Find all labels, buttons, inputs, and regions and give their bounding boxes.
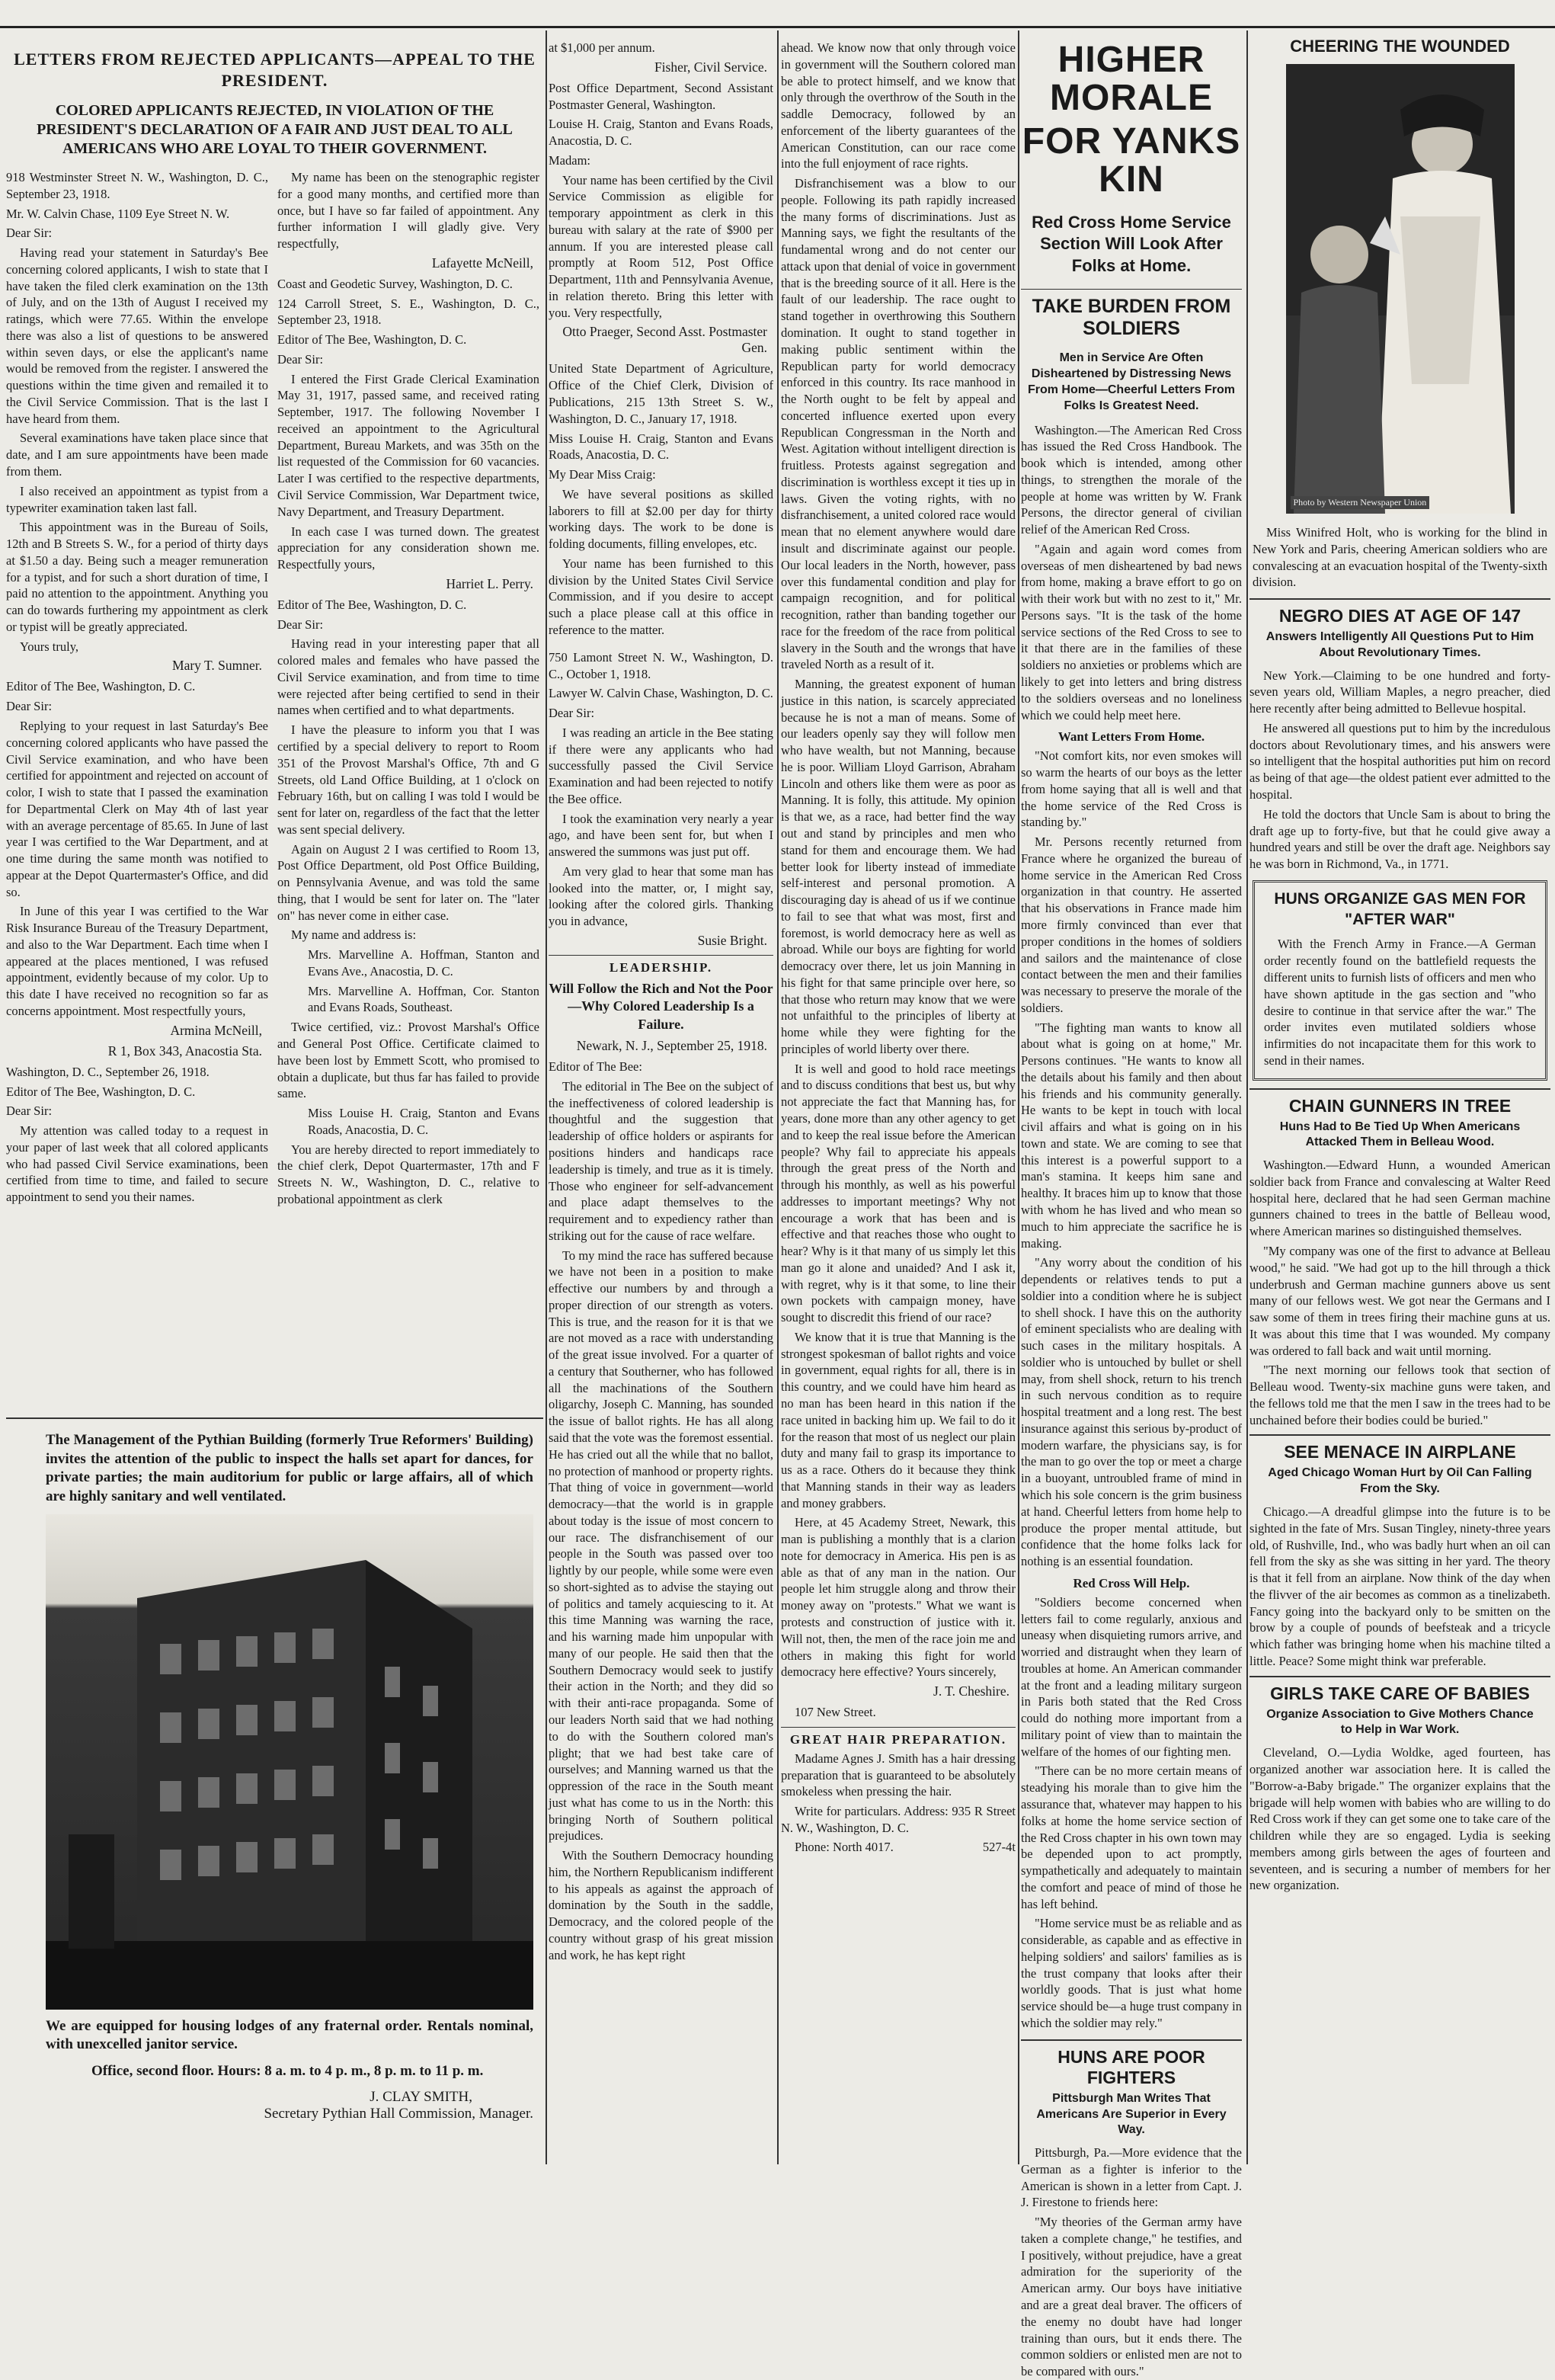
letter-paragraph: Several examinations have taken place since that date, and I am sure appointments have been made from them. bbox=[6, 431, 268, 479]
letter-recipient: Louise H. Craig, Stanton and Evans Roads, Anacostia, D. C. bbox=[549, 117, 773, 149]
huns-paragraph: "My theories of the German army have taken a complete change," he testifies, and I positively, without prejudice, have a great admiration for the superiority of the American army. Our boys have initiative and are a great deal braver. The officers of the enemy no doubt have had longer training than ours, but it ends there. The common soldiers or enlisted men are not to be compared with ours." bbox=[1021, 2215, 1242, 2379]
morale-headline: HIGHER MORALE bbox=[1050, 40, 1213, 119]
column-rule bbox=[1246, 30, 1248, 2164]
leadership-paragraph: To my mind the race has suffered because we have not been in a position to make effective our numbers by and through a proper direction of our strength as voters. This is true, and the reason for it is that we are not moved as a race with understanding of the great issue involved. For a quarter of a century that Southerner, who has followed all the machinations of the Southern oligarchy, Joseph C. Manning, has sounded the issue of ballot rights. He has all along said that the vote was the foremost essential. He has cried out all the while that no ballot, no protection of manhood or property rights. That thing of voice in government—world democracy—that the world is in grapple about today is the issue of most concern to our race. The disfranchisement of our people in the South was passed over too lightly by our people, while some were even so short-sighted as to advise the staying out of politics and tamely acquiescing to it. At this time Manning was warning the race, and his warning made him unpopular with many of our people. He said then that the Southern Democracy would seek to justify their action in the North; and they did so with their anti-race propaganda. Some of our leaders North said that we had nothing to do with the Southern colored man's plight; that we had best take care of ourselves; and Manning warned us that the oppression of the race in the South meant just what has come to us in the North: this bringing North of Southern political prejudices. bbox=[549, 1248, 773, 1843]
letter-salutation: Dear Sir: bbox=[6, 226, 53, 241]
hair-ad-text: Madame Agnes J. Smith has a hair dressing preparation that is guaranteed to be absolutely smokeless when pressing the hair. bbox=[781, 1751, 1016, 1799]
girls-paragraph: Cleveland, O.—Lydia Woldke, aged fourteen, has organized another war association here. It is called the "Borrow-a-Baby brigade." The organizer explains that the brigade will help women with babies who are willing to do Red Cross work if they can get some one to take care of the children while they are so engaged. Lydia is seeking members among girls between the ages of fourteen and seventeen, and is securing a number of members for her new organization. bbox=[1249, 1745, 1550, 1893]
photo-caption: Miss Winifred Holt, who is working for the blind in New York and Paris, cheering American soldiers who are convalescing at an evacuation hospital of the Twenty-sixth division. bbox=[1253, 525, 1547, 590]
negro-headline: NEGRO DIES AT AGE OF 147 bbox=[1249, 598, 1550, 626]
negro-subhead: Answers Intelligently All Questions Put to Him About Revolutionary Times. bbox=[1265, 630, 1534, 659]
letter-salutation: Madam: bbox=[549, 152, 590, 168]
column-4 bbox=[1021, 30, 1242, 2379]
leadership-paragraph: ahead. We know now that only through voice in government will the Southern colored man be able to protect himself, and we know that only through the overthrow of the South in the saddle Democracy, followed by an enforcement of the liberty guarantees of the American Constitution, can our race come into the full enjoyment of race rights. bbox=[781, 40, 1016, 171]
letter-paragraph: You are hereby directed to report immediately to the chief clerk, Depot Quartermaster, 17th and F Streets N. W., Washington, D. C., relative to probational appointment as clerk bbox=[277, 1142, 539, 1206]
letter-recipient: Mr. W. Calvin Chase, 1109 Eye Street N. W. bbox=[6, 206, 230, 221]
letter-salutation: Dear Sir: bbox=[549, 706, 595, 721]
letter-paragraph: Replying to your request in last Saturday's Bee concerning colored applicants who have passed the Civil Service examination, and who have been certified for appointment and rejected on account of color, I wish to state that I passed the examination for Departmental Clerk on May 4th of last year with an average percentage of 85.65. In June of last year I was certified to the War Department, and at one time during the same month was notified to appear at the Depot Quartermaster's Office, and did so. bbox=[6, 718, 268, 899]
column-rule bbox=[546, 30, 547, 2164]
hair-ad-phone: Phone: North 4017. bbox=[795, 1839, 894, 1854]
column-3 bbox=[781, 40, 1016, 2172]
photo-headline: CHEERING THE WOUNDED bbox=[1290, 37, 1510, 56]
leadership-signature-address: 107 New Street. bbox=[795, 1705, 876, 1720]
leadership-paragraph: Here, at 45 Academy Street, Newark, this man is publishing a monthly that is a clarion note for democracy in America. His pen is as able as that of any man in the nation. Our people let him struggle along and throw their money away on "protests." What we want is protests and construction of justice with it. Will not, then, the men of the race join me and others in making this fight for world democracy here effective? Yours sincerely, bbox=[781, 1515, 1016, 1680]
letter-recipient: Miss Louise H. Craig, Stanton and Evans Roads, Anacostia, D. C. bbox=[549, 431, 773, 463]
ad-signature: J. CLAY SMITH, bbox=[370, 2088, 472, 2105]
leadership-paragraph: We know that it is true that Manning is the strongest spokesman of ballot rights and voice in government, equal rights for all, there is in this country, and we could have him heard as no man has been heard in this nation if the race united in backing him up. We fail to do it for the reason that most of us neglect our plain duty and many fail to grasp its importance to us as a race. Others do it because they think that Manning stands in their way as leaders and money grabbers. bbox=[781, 1329, 1016, 1510]
morale-paragraph: "The fighting man wants to know all about what is going on at home," Mr. Persons continues. "He wants to know all the details about his family and then about his friends and his community generally. He wants to be kept in touch with local civil affairs and what is going on in his town and state. We are coming to see that this interest is a powerful support to a man's stamina. It keeps him sane and healthy. It braces him up to know that those with whom he has lived and who mean so much to him appreciate the sacrifice he is making. bbox=[1021, 1020, 1242, 1251]
letters-left bbox=[6, 169, 268, 1211]
letter-paragraph: Again on August 2 I was certified to Room 13, Post Office Department, old Post Office Building, on Pennsylvania Avenue, and was told the same thing, that I would be sent for later on. The "later on" has never come in either case. bbox=[277, 841, 539, 923]
letter-paragraph: Twice certified, viz.: Provost Marshal's Office and General Post Office. Certificate claimed to have been lost by Emmett Scott, who promised to obtain a duplicate, but thus far has failed to provide same. bbox=[277, 1020, 539, 1101]
letter-from: Post Office Department, Second Assistant Postmaster General, Washington. bbox=[549, 80, 773, 112]
gas-men-headline: HUNS ORGANIZE GAS MEN FOR "AFTER WAR" bbox=[1274, 889, 1526, 929]
morale-subhead-2: TAKE BURDEN FROM SOLDIERS bbox=[1021, 289, 1242, 340]
letter-signature-address: Mrs. Marvelline A. Hoffman, Cor. Stanton and Evans Roads, Southeast. bbox=[308, 983, 539, 1015]
letter-recipient: Editor of The Bee, Washington, D. C. bbox=[6, 679, 196, 694]
letter-signature-address: Coast and Geodetic Survey, Washington, D. C. bbox=[277, 276, 513, 291]
hair-ad-code: 527-4t bbox=[982, 1839, 1016, 1854]
letter-salutation: Dear Sir: bbox=[6, 1104, 53, 1119]
morale-paragraph: Mr. Persons recently returned from France where he organized the bureau of home service in the American Red Cross organization in that country. He asserted that his observations in France made him more firmly convinced than ever that proper conditions in the homes of soldiers and sailors and the maintenance of close contact between the men and their families was necessary to preserve the morale of the soldiers. bbox=[1021, 834, 1242, 1015]
morale-section-head: Want Letters From Home. bbox=[1057, 729, 1205, 745]
letter-recipient: Editor of The Bee, Washington, D. C. bbox=[277, 332, 467, 348]
letter-signature: Harriet L. Perry. bbox=[446, 575, 533, 591]
top-rule bbox=[0, 26, 1555, 28]
letter-signature: Fisher, Civil Service. bbox=[654, 59, 767, 75]
letter-signature: Otto Praeger, Second Asst. Postmaster Gen. bbox=[562, 324, 767, 356]
chain-headline: CHAIN GUNNERS IN TREE bbox=[1249, 1088, 1550, 1116]
letter-paragraph: I entered the First Grade Clerical Examination May 31, 1917, passed same, and received rating September, 1917. The following November I received an appointment to the Agricultural Department, Bureau Markets, and was 35th on the list requested of the Commission for 60 vacancies. Later I was certified to the respective departments, Civil Service Commission, War Department twice, Navy Department, and Treasury Department. bbox=[277, 371, 539, 519]
leadership-paragraph: With the Southern Democracy hounding him, the Northern Republicanism indifferent to his appeals as against the approach of domination by the South in the saddle, Democracy, and the colored people of the country without grasp of his great mission and work, he has kept right bbox=[549, 1848, 773, 1962]
gas-men-box bbox=[1253, 880, 1547, 1081]
morale-paragraph: "Not comfort kits, nor even smokes will so warm the hearts of our boys as the letter from home saying that all is well and that the home service of the Red Cross is standing by." bbox=[1021, 748, 1242, 830]
letter-closing: Yours truly, bbox=[20, 639, 79, 654]
leadership-signature: J. T. Cheshire. bbox=[933, 1683, 1009, 1699]
morale-paragraph: Washington.—The American Red Cross has issued the Red Cross Handbook. The book which is intended, among other things, to strengthen the morale of the people at home was written by W. Frank Persons, the director general of civilian relief of the American Red Cross. bbox=[1021, 422, 1242, 537]
letters-subhead: COLORED APPLICANTS REJECTED, IN VIOLATION OF THE PRESIDENT'S DECLARATION OF A FAIR AND JUST DEAL TO ALL AMERICANS WHO ARE LOYAL TO THEIR GOVERNMENT. bbox=[37, 102, 513, 157]
wounded-photo bbox=[1286, 64, 1515, 514]
letter-paragraph: I have the pleasure to inform you that I was certified by a special delivery to report to Room 351 of the Provost Marshal's Office, 7th and G Streets, old Land Office Building, at 1 o'clock on February 16th, but on calling I was told I would be sent for later on, regardless of the fact that the letter was sent special delivery. bbox=[277, 722, 539, 837]
letter-signature: Lafayette McNeill, bbox=[431, 255, 533, 271]
column-5 bbox=[1249, 30, 1550, 2164]
ad-text: The Management of the Pythian Building (formerly True Reformers' Building) invites the attention of the public to inspect the halls set apart for dances, for private parties; the main auditorium for public or large affairs, all of which are highly sanitary and well ventilated. bbox=[46, 1432, 533, 1505]
letter-address: 750 Lamont Street N. W., Washington, D. C., October 1, 1918. bbox=[549, 649, 773, 681]
ad-signature-title: Secretary Pythian Hall Commission, Manager. bbox=[264, 2105, 533, 2122]
letters-right bbox=[277, 169, 539, 1211]
morale-paragraph: "Soldiers become concerned when letters fail to come regularly, anxious and uneasy when disquieting rumors arrive, and worried and distraught when they learn of troubles at home. An American commander at the front and a leading military surgeon in Paris both stated that the Red Cross could do nothing more important from a military point of view than to maintain the welfare of the homes of our fighting men. bbox=[1021, 1594, 1242, 1759]
letter-recipient: Editor of The Bee, Washington, D. C. bbox=[6, 1084, 196, 1099]
menace-headline: SEE MENACE IN AIRPLANE bbox=[1249, 1434, 1550, 1462]
letter-paragraph: My name has been on the stenographic register for a good many months, and certified more than once, but I have so far failed of appointment. Any further information I will gladly give. Very respectfully, bbox=[277, 170, 539, 251]
leadership-paragraph: The editorial in The Bee on the subject of the ineffectiveness of colored leadership is thoughtful and the suggestion that leadership of office holders or aspirants for positions hinders and handicaps race leadership is timely, and true as it is timely. Those who engineer for self-advancement and place adapt themselves to the requirement and to expediency rather than striking out for the cause of race welfare. bbox=[549, 1078, 773, 1243]
letter-paragraph: Your name has been certified by the Civil Service Commission as eligible for temporary appointment as clerk in this bureau with salary at the rate of $900 per annum. If you are interested please call promptly at Room 512, Post Office Department, 11th and Pennsylvania Avenue, in relation thereto. Bring this letter with you. Very respectfully, bbox=[549, 172, 773, 320]
morale-headline: FOR YANKS KIN bbox=[1022, 120, 1241, 200]
letter-salutation: Dear Sir: bbox=[6, 699, 53, 714]
letter-address: 918 Westminster Street N. W., Washington, D. C., September 23, 1918. bbox=[6, 170, 268, 201]
letter-paragraph: In June of this year I was certified to the War Risk Insurance Bureau of the Treasury Department, and also to the War Department. Each time when I appeared at the places mentioned, I was refused appointment, evidently because of my color. Up to this date I have received no recognition so far as concerns appointment. Most respectfully yours, bbox=[6, 904, 268, 1018]
morale-subhead: Red Cross Home Service Section Will Look After Folks at Home. bbox=[1032, 212, 1231, 275]
ad-footer: We are equipped for housing lodges of any fraternal order. Rentals nominal, with unexcelled janitor service. bbox=[46, 2017, 533, 2053]
letters-headline: LETTERS FROM REJECTED APPLICANTS—APPEAL TO THE PRESIDENT. bbox=[14, 50, 536, 90]
hair-ad-footer bbox=[781, 1840, 1016, 1855]
letter-signature-address: R 1, Box 343, Anacostia Sta. bbox=[107, 1043, 262, 1059]
morale-paragraph: "There can be no more certain means of steadying his morale than to give him the assurance that, whatever may happen to his folks at home the home service section of the Red Cross chapter in his own town may be depended upon to act promptly, sympathetically and adequately to maintain the comfort and peace of mind of those he has left behind. bbox=[1021, 1763, 1242, 1911]
negro-paragraph: New York.—Claiming to be one hundred and forty-seven years old, William Maples, a negro preacher, died here recently after being admitted to Bellevue hospital. bbox=[1249, 668, 1550, 716]
leadership-paragraph: Disfranchisement was a blow to our people. Following its path rapidly increased the many forms of discriminations. Just as Manning says, we fight the resultants of the fundamental wrong and do not center our attack upon that denial of voice in government that is the breeding source of it all. Here is the fault of our leadership. The race ought to stand together in overthrowing this Southern domination. It ought to stand together in making public sentiment within the Republican party for world democracy enforced in this country. Its race manhood in the North ought to be felt by appeal and concerted influence exerted upon every Republican Congressman in the North and West. Agitation without intelligent direction is fruitless. Protests against segregation and discrimination is worthless except it ties up in laws. Given the voting rights, with no disfranchisement, a united colored race would mean that no element anywhere would dare insult and discriminate against our people. Our local leaders in the North, however, pass over this fundamental condition and play for campaign recognition, and for political recognition, rather than banding together our race for the freedom of the race from political slavery in the South and the wrongs that have traveled North as a result of it. bbox=[781, 176, 1016, 672]
photo-illustration bbox=[1286, 64, 1515, 514]
leadership-paragraph: It is well and good to hold race meetings and to discuss conditions that best us, but why not appreciate the fact that Manning has, for years, done more than any other agency to get and to keep the real issue before the American people? Why fail to appreciate his appeals through the great press of the North and through his monthly, as well as his powerful addresses to important meetings? Why not encourage a work that has been and is effective and that reaches those who ought to hear? Why is it that many of us simply let this man go it alone and unaided? And I ask it, with regret, why is it that some, to line their own pockets with campaign money, have sought to discredit this friend of our race? bbox=[781, 1061, 1016, 1325]
letter-paragraph: I also received an appointment as typist from a typewriter examination taken last fall. bbox=[6, 483, 268, 515]
letter-paragraph: In each case I was turned down. The greatest appreciation for any consideration shown me. Respectfully yours, bbox=[277, 524, 539, 572]
leadership-dateline: Newark, N. J., September 25, 1918. bbox=[576, 1038, 767, 1054]
column-rule bbox=[777, 30, 779, 2164]
letters-column bbox=[6, 46, 543, 1410]
column-rule bbox=[1018, 30, 1019, 2164]
letter-signature-address: Mrs. Marvelline A. Hoffman, Stanton and Evans Ave., Anacostia, D. C. bbox=[308, 947, 539, 979]
huns-headline: HUNS ARE POOR FIGHTERS bbox=[1021, 2039, 1242, 2088]
morale-subhead-3: Men in Service Are Often Disheartened by Distressing News From Home—Cheerful Letters From Folks Is Greatest Need. bbox=[1027, 351, 1236, 412]
letter-address: Washington, D. C., September 26, 1918. bbox=[6, 1064, 210, 1079]
leadership-headline: LEADERSHIP. bbox=[549, 955, 773, 975]
letter-paragraph: Am very glad to hear that some man has looked into the matter, or, I might say, looking after the colored girls. Thanking you in advance, bbox=[549, 863, 773, 929]
leadership-paragraph: Manning, the greatest exponent of human justice in this nation, is scarcely appreciated because he is not a man of means. Some of our leaders openly say they will follow men who have wealth, but not Manning, because he is poor. William Lloyd Garrison, Abraham Lincoln and others like them were as poor as Manning. It is folly, this attitude. My opinion is that we, as a race, had better find the way out and stand by principles and men who stand for them and encourage them. We had better look for liberty instead of immediate self-interest and personal promotion. A discouraging day is ahead of us if we continue to fail to see that what was most, first and foremost, is world democracy here as well as abroad. While our boys are fighting for world democracy over there, let us join Manning in his fight for that same principle over here, so that those who return may know that we were not unfaithful to the principles of liberty at home while they were fighting for the principles of world liberty over there. bbox=[781, 677, 1016, 1056]
letter-paragraph: My name and address is: bbox=[291, 927, 417, 943]
huns-subhead: Pittsburgh Man Writes That Americans Are Superior in Every Way. bbox=[1036, 2091, 1227, 2137]
huns-paragraph: Pittsburgh, Pa.—More evidence that the German as a fighter is inferior to the American is shown in a letter from Capt. J. J. Firestone to friends here: bbox=[1021, 2145, 1242, 2210]
morale-paragraph: "Any worry about the condition of his dependents or relatives tends to put a soldier into a condition where he is subject to shell shock. I have this on the authority of eminent specialists who are dealing with such cases in the military hospitals. A soldier who is untouched by bullet or shell may, from shell shock, return to his trench in such nervous condition as to require hospital treatment and a long rest. The best insurance against this serious by-product of modern warfare, the physicians say, is for the man to go over the top or meet a charge in a buoyant, untroubled frame of mind in which his sole concern is the grim business at hand. Cheerful letters from home help to produce the proper mental attitude, but confidence that the home folks lack for nothing is an essential foundation. bbox=[1021, 1255, 1242, 1569]
letter-from: United State Department of Agriculture, Office of the Chief Clerk, Division of Publications, 215 13th Street S. W., Washington, D. C., January 17, 1918. bbox=[549, 361, 773, 426]
ad-hours: Office, second floor. Hours: 8 a. m. to 4 p. m., 8 p. m. to 11 p. m. bbox=[91, 2063, 484, 2080]
letter-salutation: Dear Sir: bbox=[277, 617, 324, 632]
letter-signature: Armina McNeill, bbox=[170, 1022, 262, 1038]
letter-salutation: Dear Sir: bbox=[277, 351, 324, 367]
hair-ad-headline: GREAT HAIR PREPARATION. bbox=[781, 1727, 1016, 1747]
letters-two-col bbox=[6, 169, 543, 1211]
menace-subhead: Aged Chicago Woman Hurt by Oil Can Falling From the Sky. bbox=[1268, 1466, 1532, 1496]
letter-paragraph: This appointment was in the Bureau of Soils, 12th and B Streets S. W., for a period of thirty days at $1.50 a day. Being such a meager remuneration for a typist, and for such a short duration of time, I paid no attention to the appointment. Anything you can do towards furthering my appointment as clerk or typist will be greatly appreciated. bbox=[6, 520, 268, 634]
chain-subhead: Huns Had to Be Tied Up When Americans Attacked Them in Belleau Wood. bbox=[1279, 1120, 1521, 1149]
letter-paragraph: Having read your statement in Saturday's Bee concerning colored applicants, I wish to state that I have taken the filed clerk examination on the 13th of July, and on the 13th of August I received my ratings, which were 77.65. Within the envelope there was also a list of questions to be answered within seven days, or else the applicant's name would be removed from the register. I answered the questions within the time given and remailed it to the Civil Service Commission. That is the last I have heard from them. bbox=[6, 245, 268, 426]
negro-paragraph: He told the doctors that Uncle Sam is about to bring the draft age up to forty-five, but that he could give away a hundred years and still be over the draft age. Neighbors say he was born in Richmond, Va., in 1771. bbox=[1249, 806, 1550, 872]
letter-recipient: Editor of The Bee, Washington, D. C. bbox=[277, 597, 467, 612]
letter-paragraph: I took the examination very nearly a year ago, and have been sent for, but when I answered the summons was just put off. bbox=[549, 811, 773, 860]
letter-paragraph: Your name has been furnished to this division by the United States Civil Service Commission, and if you desire to accept such a place please call at this office in reference to the matter. bbox=[549, 556, 773, 637]
morale-paragraph: "Again and again word comes from overseas of men disheartened by bad news from home, making a brave effort to go on with their work but with no zest to it," Mr. Persons says. "It is the task of the home service sections of the Red Cross to see to it that there are in the families of these soldiers no anxieties or problems which are likely to get into letters and bring distress to the soldiers overseas and no loneliness which we could help meet here. bbox=[1021, 541, 1242, 722]
negro-paragraph: He answered all questions put to him by the incredulous doctors about Revolutionary times, and his answers were so intelligent that the hospital authorities put him on record as being of that age—the oldest patient ever admitted to the hospital. bbox=[1249, 720, 1550, 802]
photo-credit: Photo by Western Newspaper Union bbox=[1291, 496, 1430, 509]
letter-paragraph: Having read in your interesting paper that all colored males and females who have passed the Civil Service examination, and from time to time were rejected after being certified to send in their names when certified and to what departments. bbox=[277, 636, 539, 718]
leadership-subhead: Will Follow the Rich and Not the Poor—Why Colored Leadership Is a Failure. bbox=[549, 980, 773, 1032]
menace-paragraph: Chicago.—A dreadful glimpse into the future is to be sighted in the fate of Mrs. Susan Tingley, ninety-three years old, of Rushville, Ind., who was badly hurt when an oil can fell from the sky as she was sitting in her yard. The theory is that it fell from an airplane. Now think of the day when the flivver of the air becomes as common as a tinelizabeth. Fancy going into the backyard only to be smitten on the brow by a couple of pounds of beefsteak and a tricycle which father was bringing home when his machine tilted a little. Peace? Some might think war preferable. bbox=[1249, 1504, 1550, 1668]
column-2 bbox=[549, 40, 773, 2172]
chain-paragraph: Washington.—Edward Hunn, a wounded American soldier back from France and convalescing at Walter Reed hospital here, declared that he had seen German machine gunners chained to trees in the battle of Belleau wood, where American marines so distinguished themselves. bbox=[1249, 1158, 1550, 1239]
letter-paragraph: My attention was called today to a request in your paper of last week that all colored applicants who had passed Civil Service examinations, been certified from time to time, and failed to secure appointment to send you their names. bbox=[6, 1123, 268, 1205]
letter-recipient: Lawyer W. Calvin Chase, Washington, D. C. bbox=[549, 686, 773, 701]
pythian-ad bbox=[46, 1431, 533, 2163]
chain-paragraph: "My company was one of the first to advance at Belleau wood," he said. "We had got up to the hill through a thick underbrush and German machine gunners above us sent many of our fellows west. We got near the Germans and I saw some of them in trees firing their machine guns at us. It was about this time that I was wounded. My company was ordered to fall back and wait until morning. bbox=[1249, 1243, 1550, 1358]
girls-headline: GIRLS TAKE CARE OF BABIES bbox=[1249, 1676, 1550, 1704]
building-illustration bbox=[46, 1514, 533, 2010]
letter-paragraph: We have several positions as skilled laborers to fill at $2.00 per day for thirty working days. The work to be done is folding documents, filling envelopes, etc. bbox=[549, 486, 773, 552]
pythian-building-photo bbox=[46, 1514, 533, 2010]
girls-subhead: Organize Association to Give Mothers Chance to Help in War Work. bbox=[1266, 1707, 1534, 1737]
letter-paragraph: I was reading an article in the Bee stating if there were any applicants who had successfully passed the Civil Service Examination and had been rejected to notify the Bee office. bbox=[549, 725, 773, 806]
morale-section-head: Red Cross Will Help. bbox=[1073, 1575, 1190, 1590]
gas-men-paragraph: With the French Army in France.—A German order recently found on the battlefield requests the different units to furnish lists of officers and men who have shown aptitude in the gas section and "who desire to continue in that service after the war." The order invites even mutilated soldiers whose infirmities do not incapacitate them for this work to send in their names. bbox=[1264, 937, 1536, 1068]
morale-paragraph: "Home service must be as reliable and as considerable, as capable and as effective in helping soldiers' and sailors' families as is the trust company that looks after their worldly goods. That is just what home service should be—a huge trust company in which the soldier may rely." bbox=[1021, 1916, 1242, 2030]
letter-signature: Mary T. Sumner. bbox=[172, 658, 262, 674]
hair-ad-text: Write for particulars. Address: 935 R Street N. W., Washington, D. C. bbox=[781, 1804, 1016, 1835]
chain-paragraph: "The next morning our fellows took that section of Belleau wood. Twenty-six machine guns were taken, and the fellows told me that the men I saw in the trees had to be unchained before their bodies could be buried." bbox=[1249, 1363, 1550, 1427]
leadership-salutation: Editor of The Bee: bbox=[549, 1059, 642, 1075]
letter-salutation: My Dear Miss Craig: bbox=[549, 467, 656, 482]
letter-recipient: Miss Louise H. Craig, Stanton and Evans Roads, Anacostia, D. C. bbox=[308, 1106, 539, 1137]
section-rule bbox=[6, 1417, 543, 1419]
letter-signature: Susie Bright. bbox=[697, 932, 767, 948]
letter-address: 124 Carroll Street, S. E., Washington, D. C., September 23, 1918. bbox=[277, 296, 539, 328]
letter-text: at $1,000 per annum. bbox=[549, 40, 655, 55]
